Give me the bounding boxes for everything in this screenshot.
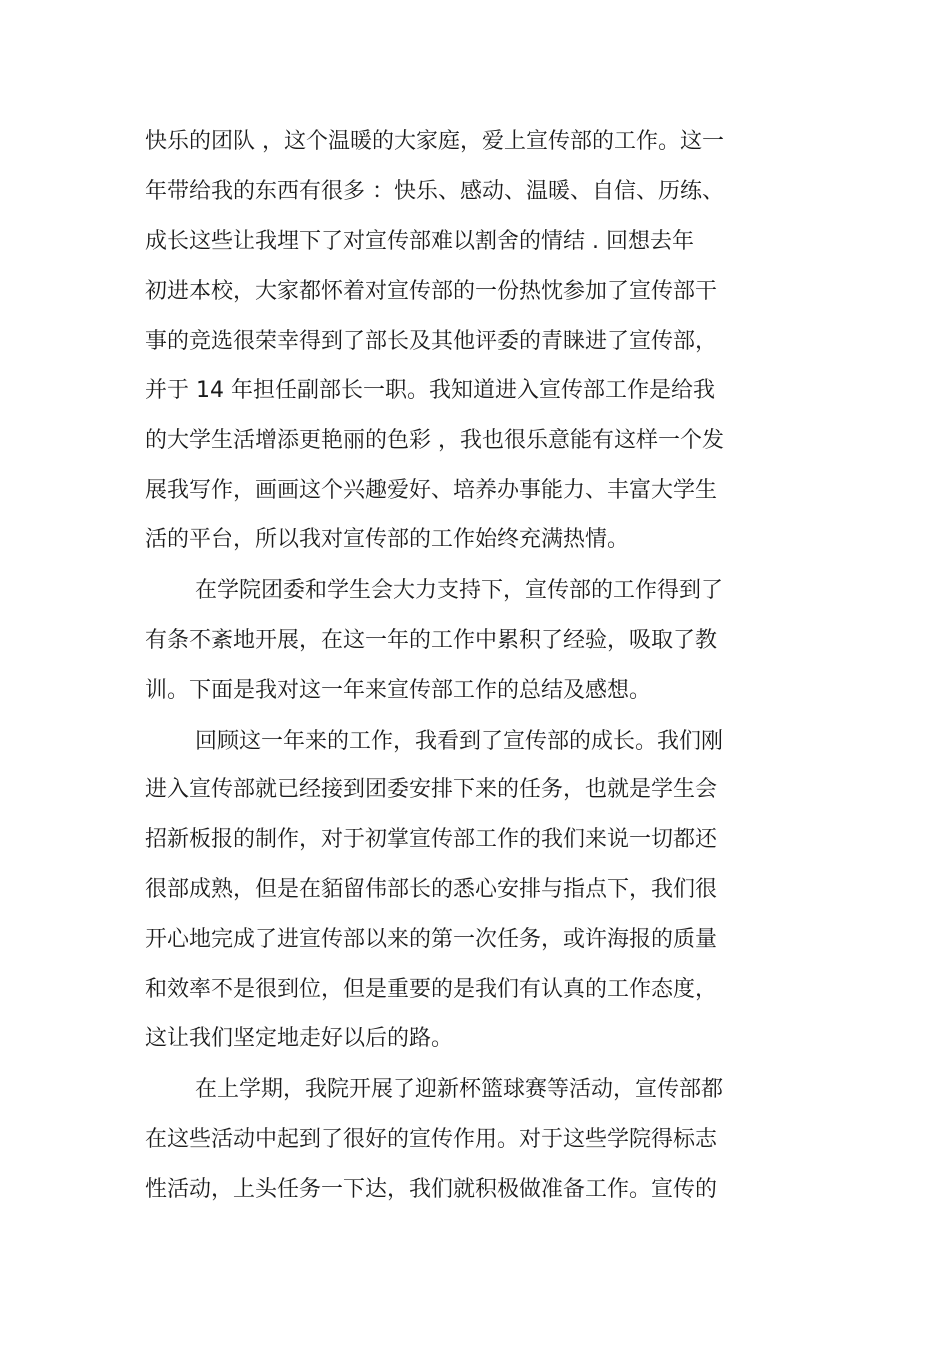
text-line-17: 开心地完成了进宣传部以来的第一次任务，或许海报的质量: [145, 927, 718, 952]
text-line-12: 训。下面是我对这一年来宣传部工作的总结及感想。: [145, 678, 652, 703]
text-line-22: 性活动，上头任务一下达，我们就积极做准备工作。宣传的: [145, 1177, 718, 1202]
text-line-15: 招新板报的制作，对于初掌宣传部工作的我们来说一切都还: [145, 827, 718, 852]
text-line-1: 快乐的团队 ，这个温暖的大家庭，爱上宣传部的工作。这一: [145, 129, 724, 154]
text-line-16: 很部成熟，但是在貊留伟部长的悉心安排与指点下，我们很: [145, 877, 718, 902]
text-line-8: 展我写作，画画这个兴趣爱好、培养办事能力、丰富大学生: [145, 478, 718, 503]
text-line-13: 回顾这一年来的工作，我看到了宣传部的成长。我们刚: [195, 729, 724, 754]
text-line-14: 进入宣传部就已经接到团委安排下来的任务，也就是学生会: [145, 777, 718, 802]
text-line-5: 事的竞选很荣幸得到了部长及其他评委的青睐进了宣传部，: [145, 329, 718, 354]
text-line-9: 活的平台，所以我对宣传部的工作始终充满热情。: [145, 527, 630, 552]
text-line-6: 并于 14 年担任副部长一职。我知道进入宣传部工作是给我: [145, 378, 715, 403]
text-line-20: 在上学期，我院开展了迎新杯篮球赛等活动，宣传部都: [195, 1077, 724, 1102]
text-line-11: 有条不紊地开展，在这一年的工作中累积了经验，吸取了教: [145, 628, 718, 653]
text-line-10: 在学院团委和学生会大力支持下，宣传部的工作得到了: [195, 578, 724, 603]
text-line-3: 成长这些让我埋下了对宣传部难以割舍的情结 . 回想去年: [145, 229, 694, 254]
text-line-7: 的大学生活增添更艳丽的色彩 ，我也很乐意能有这样一个发: [145, 428, 724, 453]
text-line-21: 在这些活动中起到了很好的宣传作用。对于这些学院得标志: [145, 1127, 718, 1152]
text-line-18: 和效率不是很到位，但是重要的是我们有认真的工作态度，: [145, 977, 718, 1002]
text-line-19: 这让我们坚定地走好以后的路。: [145, 1026, 454, 1051]
text-line-4: 初进本校，大家都怀着对宣传部的一份热忱参加了宣传部干: [145, 279, 718, 304]
text-line-2: 年带给我的东西有很多 ：快乐、感动、温暖、自信、历练、: [145, 179, 724, 204]
